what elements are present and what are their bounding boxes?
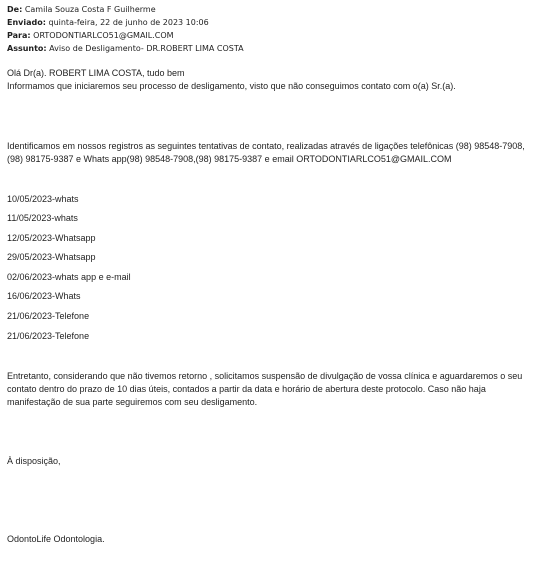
email-header (7, 3, 244, 55)
to-value: ORTODONTIARLCO51@GMAIL.COM (33, 31, 174, 40)
closing-paragraph: Entretanto, considerando que não tivemos retorno , solicitamos suspensão de divulgação de vossa clínica e aguardaremos o seu contato dentro do prazo de 10 dias úteis, contados a partir da data e horário de abertura deste protocolo. Caso não haja manifestação de sua parte seguiremos com seu desligamento. (7, 371, 523, 407)
from-row (7, 3, 244, 16)
greeting: Olá Dr(a). ROBERT LIMA COSTA, tudo bem (7, 68, 185, 78)
sign-off: À disposição, (7, 456, 61, 466)
attempt-item: 21/06/2023-Telefone (7, 331, 90, 341)
to-row (7, 29, 244, 42)
intro-paragraph: Informamos que iniciaremos seu processo de desligamento, visto que não conseguimos contato com o(a) Sr.(a). (7, 81, 456, 91)
attempt-item: 21/06/2023-Telefone (7, 311, 90, 321)
sent-row (7, 16, 244, 29)
attempt-item: 11/05/2023-whats (7, 213, 78, 223)
subject-row (7, 42, 244, 55)
attempt-item: 02/06/2023-whats app e e-mail (7, 272, 131, 282)
subject-value: Aviso de Desligamento- DR.ROBERT LIMA COSTA (49, 44, 244, 53)
from-label: De: (7, 5, 23, 14)
attempt-item: 29/05/2023-Whatsapp (7, 252, 96, 262)
attempt-item: 12/05/2023-Whatsapp (7, 233, 96, 243)
to-label: Para: (7, 31, 31, 40)
attempt-item: 16/06/2023-Whats (7, 291, 81, 301)
from-value: Camila Souza Costa F Guilherme (24, 5, 156, 14)
signature: OdontoLife Odontologia. (7, 534, 105, 544)
sent-label: Enviado: (7, 18, 46, 27)
attempt-item: 10/05/2023-whats (7, 194, 79, 204)
subject-label: Assunto: (7, 44, 47, 53)
contacts-paragraph: Identificamos em nossos registros as seguintes tentativas de contato, realizadas através de ligações telefônicas (98) 98548-7908,(98) 98175-9387 e Whats app(98) 98548-7908,(98) 98175-9387 e email ORTODONTIARLCO51@GMAIL.COM (7, 141, 525, 164)
sent-value: quinta-feira, 22 de junho de 2023 10:06 (48, 18, 209, 27)
